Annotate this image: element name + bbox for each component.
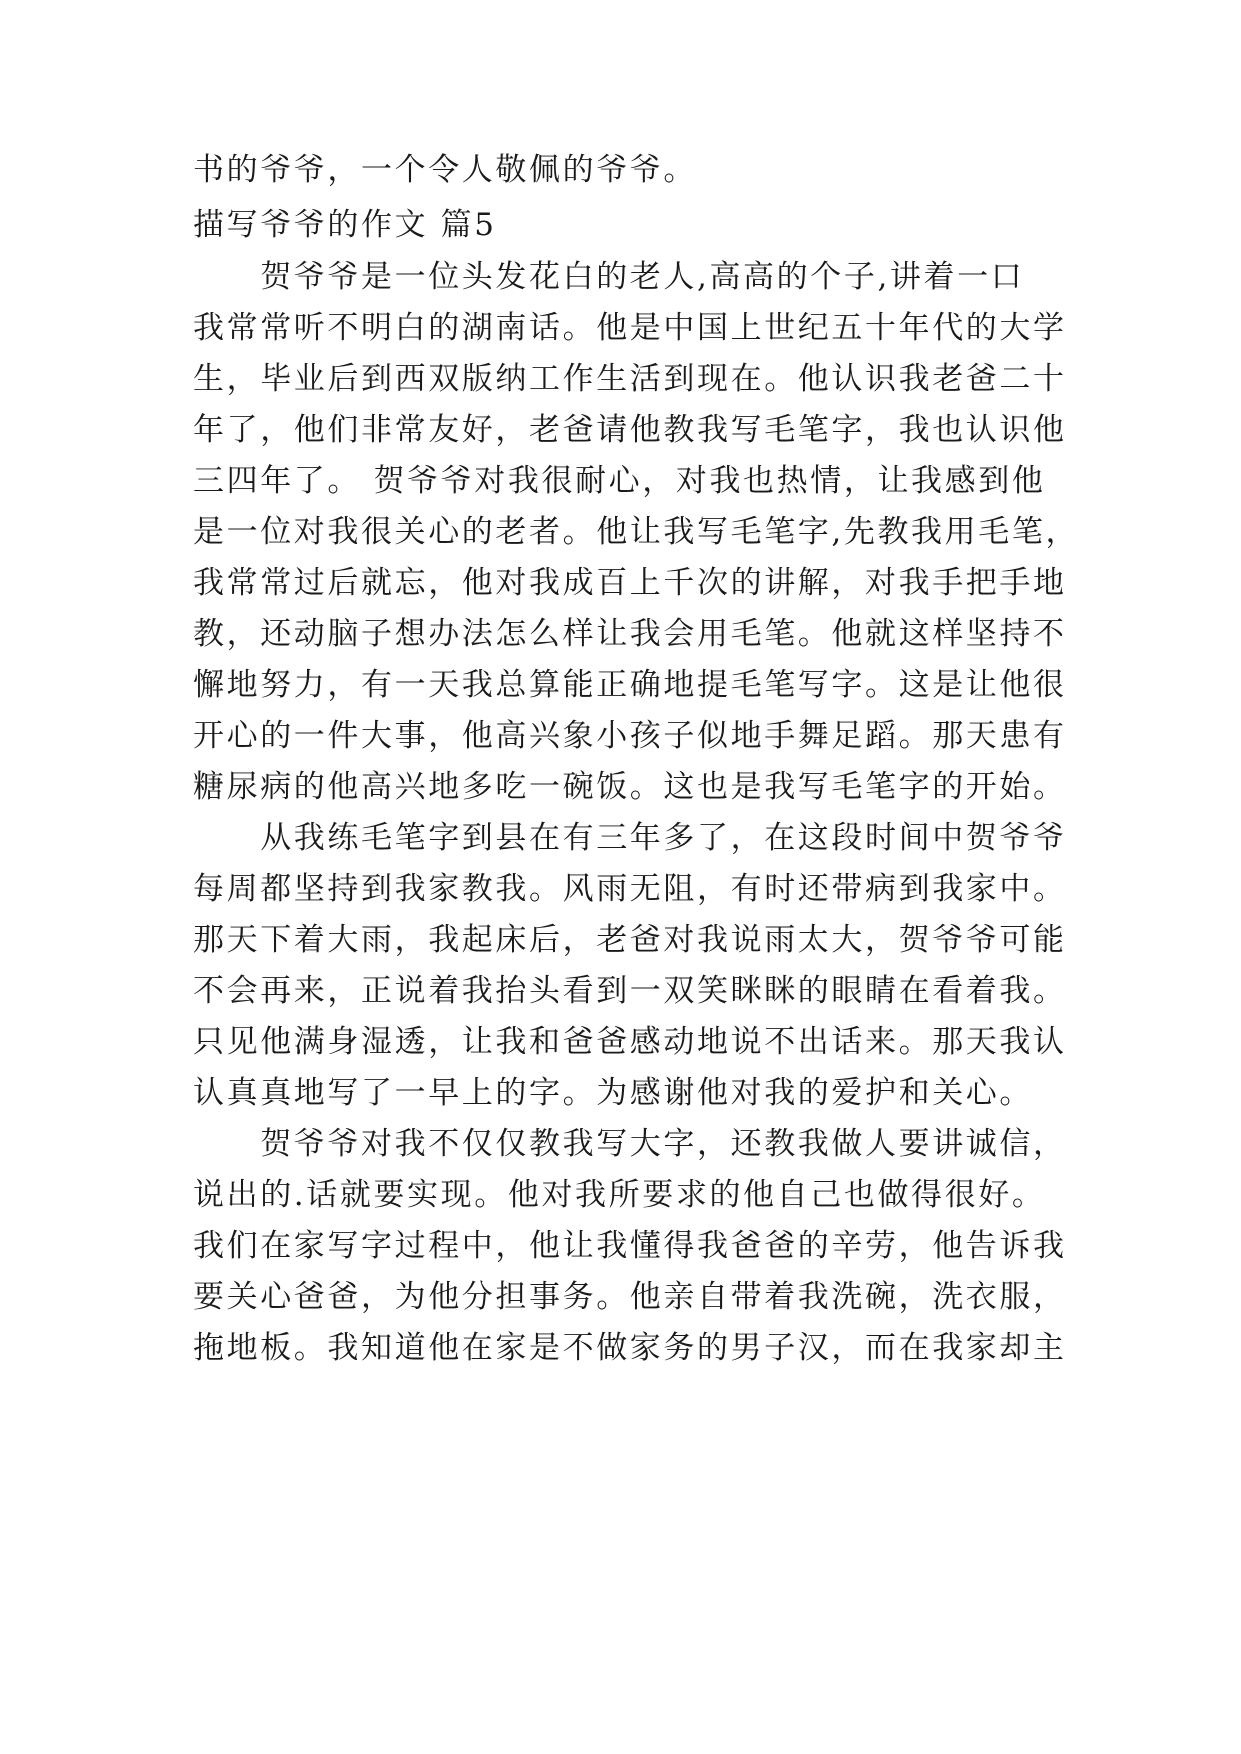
text-line: 那天下着大雨，我起床后，老爸对我说雨太大，贺爷爷可能 — [193, 922, 1067, 958]
text-line: 生，毕业后到西双版纳工作生活到现在。他认识我老爸二十 — [193, 361, 1067, 397]
text-line: 懈地努力，有一天我总算能正确地提毛笔写字。这是让他很 — [193, 667, 1067, 703]
text-line: 从我练毛笔字到县在有三年多了，在这段时间中贺爷爷 — [193, 820, 1067, 856]
text-line: 拖地板。我知道他在家是不做家务的男子汉，而在我家却主 — [193, 1330, 1067, 1366]
text-line: 要关心爸爸，为他分担事务。他亲自带着我洗碗，洗衣服， — [193, 1279, 1067, 1315]
text-line: 贺爷爷对我不仅仅教我写大字，还教我做人要讲诚信， — [193, 1126, 1067, 1162]
text-line: 开心的一件大事，他高兴象小孩子似地手舞足蹈。那天患有 — [193, 718, 1067, 754]
text-line: 不会再来，正说着我抬头看到一双笑眯眯的眼睛在看着我。 — [193, 973, 1067, 1009]
text-line: 糖尿病的他高兴地多吃一碗饭。这也是我写毛笔字的开始。 — [193, 769, 1067, 805]
text-line: 贺爷爷是一位头发花白的老人,高高的个子,讲着一口 — [193, 259, 1025, 295]
text-line: 教，还动脑子想办法怎么样让我会用毛笔。他就这样坚持不 — [193, 616, 1067, 652]
text-line: 三四年了。 贺爷爷对我很耐心，对我也热情，让我感到他 — [193, 463, 1046, 499]
text-line: 每周都坚持到我家教我。风雨无阻，有时还带病到我家中。 — [193, 871, 1067, 907]
text-line: 说出的.话就要实现。他对我所要求的他自己也做得很好。 — [193, 1177, 1046, 1213]
text-line: 我常常过后就忘，他对我成百上千次的讲解，对我手把手地 — [193, 565, 1067, 601]
text-line: 认真真地写了一早上的字。为感谢他对我的爱护和关心。 — [193, 1075, 1033, 1111]
text-line: 年了，他们非常友好，老爸请他教我写毛笔字，我也认识他 — [193, 412, 1067, 448]
text-line: 我们在家写字过程中，他让我懂得我爸爸的辛劳，他告诉我 — [193, 1228, 1067, 1264]
text-line: 我常常听不明白的湖南话。他是中国上世纪五十年代的大学 — [193, 310, 1067, 346]
text-line: 是一位对我很关心的老者。他让我写毛笔字,先教我用毛笔， — [193, 514, 1080, 550]
section-heading: 描写爷爷的作文 篇5 — [193, 207, 497, 243]
text-line: 书的爷爷，一个令人敬佩的爷爷。 — [193, 152, 697, 188]
text-line: 只见他满身湿透，让我和爸爸感动地说不出话来。那天我认 — [193, 1024, 1067, 1060]
